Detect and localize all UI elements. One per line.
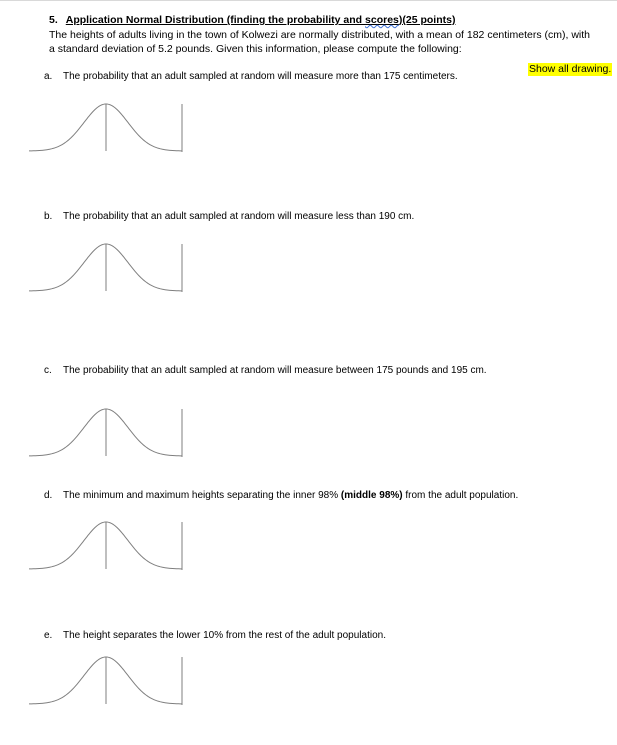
bell-curve-icon <box>29 405 184 459</box>
bell-curve-icon <box>29 100 184 154</box>
item-letter: e. <box>44 630 53 641</box>
item-letter: c. <box>44 365 52 376</box>
bell-curve-icon <box>29 653 184 707</box>
item-letter: a. <box>44 71 53 82</box>
question-title <box>49 14 455 26</box>
question-intro: The heights of adults living in the town of Kolwezi are normally distributed, with a mean of 182 centimeters (cm), with a standard deviation of 5.2 pounds. Given this information, please compute the following: <box>49 29 591 55</box>
item-text-bold: (middle 98%) <box>340 490 403 501</box>
item-a <box>44 71 458 82</box>
page-top-border <box>0 0 617 1</box>
item-letter: d. <box>44 490 53 501</box>
item-c <box>44 365 487 376</box>
item-e <box>44 630 386 641</box>
question-title-text: Application Normal Distribution (finding the probability and scores)(25 points) <box>65 14 456 26</box>
item-d <box>44 490 518 501</box>
question-number: 5. <box>49 14 58 26</box>
item-b <box>44 211 414 222</box>
bell-curve-icon <box>29 518 184 572</box>
show-drawing-note: Show all drawing. <box>529 63 612 75</box>
bell-curve-icon <box>29 240 184 294</box>
item-text: The probability that an adult sampled at random will measure between 175 pounds and 195 cm. <box>63 365 487 376</box>
item-text-before: The minimum and maximum heights separating the inner 98% <box>63 490 341 501</box>
item-letter: b. <box>44 211 53 222</box>
item-text: The probability that an adult sampled at random will measure more than 175 centimeters. <box>63 71 458 82</box>
item-text: The height separates the lower 10% from the rest of the adult population. <box>63 630 386 641</box>
item-text-after: from the adult population. <box>402 490 519 501</box>
item-text: The probability that an adult sampled at random will measure less than 190 cm. <box>63 211 415 222</box>
